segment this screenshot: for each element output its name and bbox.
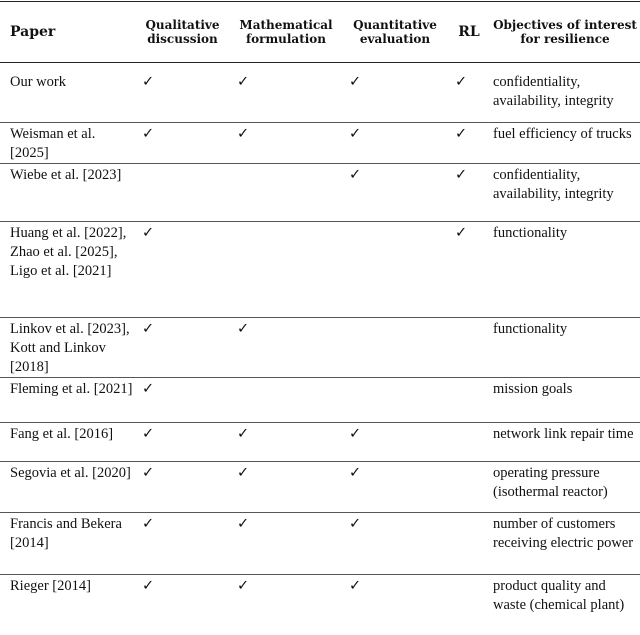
header-paper: Paper (0, 2, 135, 63)
objectives-cell: functionality (490, 318, 640, 378)
rl-check (448, 423, 490, 462)
qualitative-check: ✓ (135, 575, 230, 635)
quantitative-check: ✓ (342, 575, 448, 635)
quantitative-check (342, 222, 448, 318)
quantitative-check: ✓ (342, 123, 448, 164)
qualitative-check: ✓ (135, 423, 230, 462)
table-row (0, 575, 640, 635)
mathematical-check: ✓ (230, 423, 342, 462)
mathematical-check (230, 222, 342, 318)
qualitative-check: ✓ (135, 462, 230, 513)
objectives-cell: operating pressure (isothermal reactor) (490, 462, 640, 513)
rl-check (448, 462, 490, 513)
rl-check: ✓ (455, 74, 468, 90)
paper-cell: Weisman et al. [2025] (0, 123, 135, 164)
quantitative-check (342, 318, 448, 378)
header-row (0, 2, 640, 63)
mathematical-check: ✓ (230, 462, 342, 513)
objectives-cell: functionality (490, 222, 640, 318)
paper-cell: Huang et al. [2022], Zhao et al. [2025], Ligo et al. [2021] (0, 222, 135, 318)
paper-cell: Rieger [2014] (0, 575, 135, 635)
comparison-table (0, 1, 640, 635)
paper-cell: Segovia et al. [2020] (0, 462, 135, 513)
qualitative-check: ✓ (135, 222, 230, 318)
objectives-cell: confidentiality, availability, integrity (493, 74, 614, 109)
rl-check (448, 513, 490, 575)
header-qualitative: Qualitative discussion (135, 2, 230, 63)
qualitative-check: ✓ (142, 74, 155, 90)
header-objectives: Objectives of interest for resilience (490, 2, 640, 63)
objectives-cell: confidentiality, availability, integrity (490, 164, 640, 222)
table-row (0, 123, 640, 164)
table-row (0, 378, 640, 423)
paper-cell: Francis and Bekera [2014] (0, 513, 135, 575)
rl-check (448, 318, 490, 378)
header-mathematical: Mathematical formulation (230, 2, 342, 63)
table-row (0, 63, 640, 123)
rl-check (448, 378, 490, 423)
table-row (0, 318, 640, 378)
quantitative-check: ✓ (342, 513, 448, 575)
quantitative-check: ✓ (342, 164, 448, 222)
qualitative-check: ✓ (135, 513, 230, 575)
paper-cell: Fleming et al. [2021] (0, 378, 135, 423)
mathematical-check (230, 378, 342, 423)
paper-cell: Wiebe et al. [2023] (0, 164, 135, 222)
rl-check: ✓ (448, 222, 490, 318)
header-rl: RL (448, 2, 490, 63)
table-row (0, 462, 640, 513)
rl-check: ✓ (448, 123, 490, 164)
objectives-cell: mission goals (490, 378, 640, 423)
objectives-cell: number of customers receiving electric power (490, 513, 640, 575)
quantitative-check: ✓ (342, 423, 448, 462)
rl-check: ✓ (448, 164, 490, 222)
qualitative-check: ✓ (135, 378, 230, 423)
table-row (0, 164, 640, 222)
qualitative-check (135, 164, 230, 222)
quantitative-check: ✓ (342, 462, 448, 513)
paper-cell: Fang et al. [2016] (0, 423, 135, 462)
mathematical-check (230, 164, 342, 222)
mathematical-check: ✓ (237, 74, 250, 90)
table-row (0, 222, 640, 318)
header-quantitative: Quantitative evaluation (342, 2, 448, 63)
table-row (0, 423, 640, 462)
paper-cell: Our work (10, 74, 66, 90)
objectives-cell: product quality and waste (chemical plant) (490, 575, 640, 635)
quantitative-check: ✓ (349, 74, 362, 90)
mathematical-check: ✓ (230, 513, 342, 575)
paper-cell: Linkov et al. [2023], Kott and Linkov [2018] (0, 318, 135, 378)
objectives-cell: fuel efficiency of trucks (490, 123, 640, 164)
mathematical-check: ✓ (230, 575, 342, 635)
rl-check (448, 575, 490, 635)
mathematical-check: ✓ (230, 123, 342, 164)
quantitative-check (342, 378, 448, 423)
qualitative-check: ✓ (135, 123, 230, 164)
table-row (0, 513, 640, 575)
mathematical-check: ✓ (230, 318, 342, 378)
objectives-cell: network link repair time (490, 423, 640, 462)
qualitative-check: ✓ (135, 318, 230, 378)
